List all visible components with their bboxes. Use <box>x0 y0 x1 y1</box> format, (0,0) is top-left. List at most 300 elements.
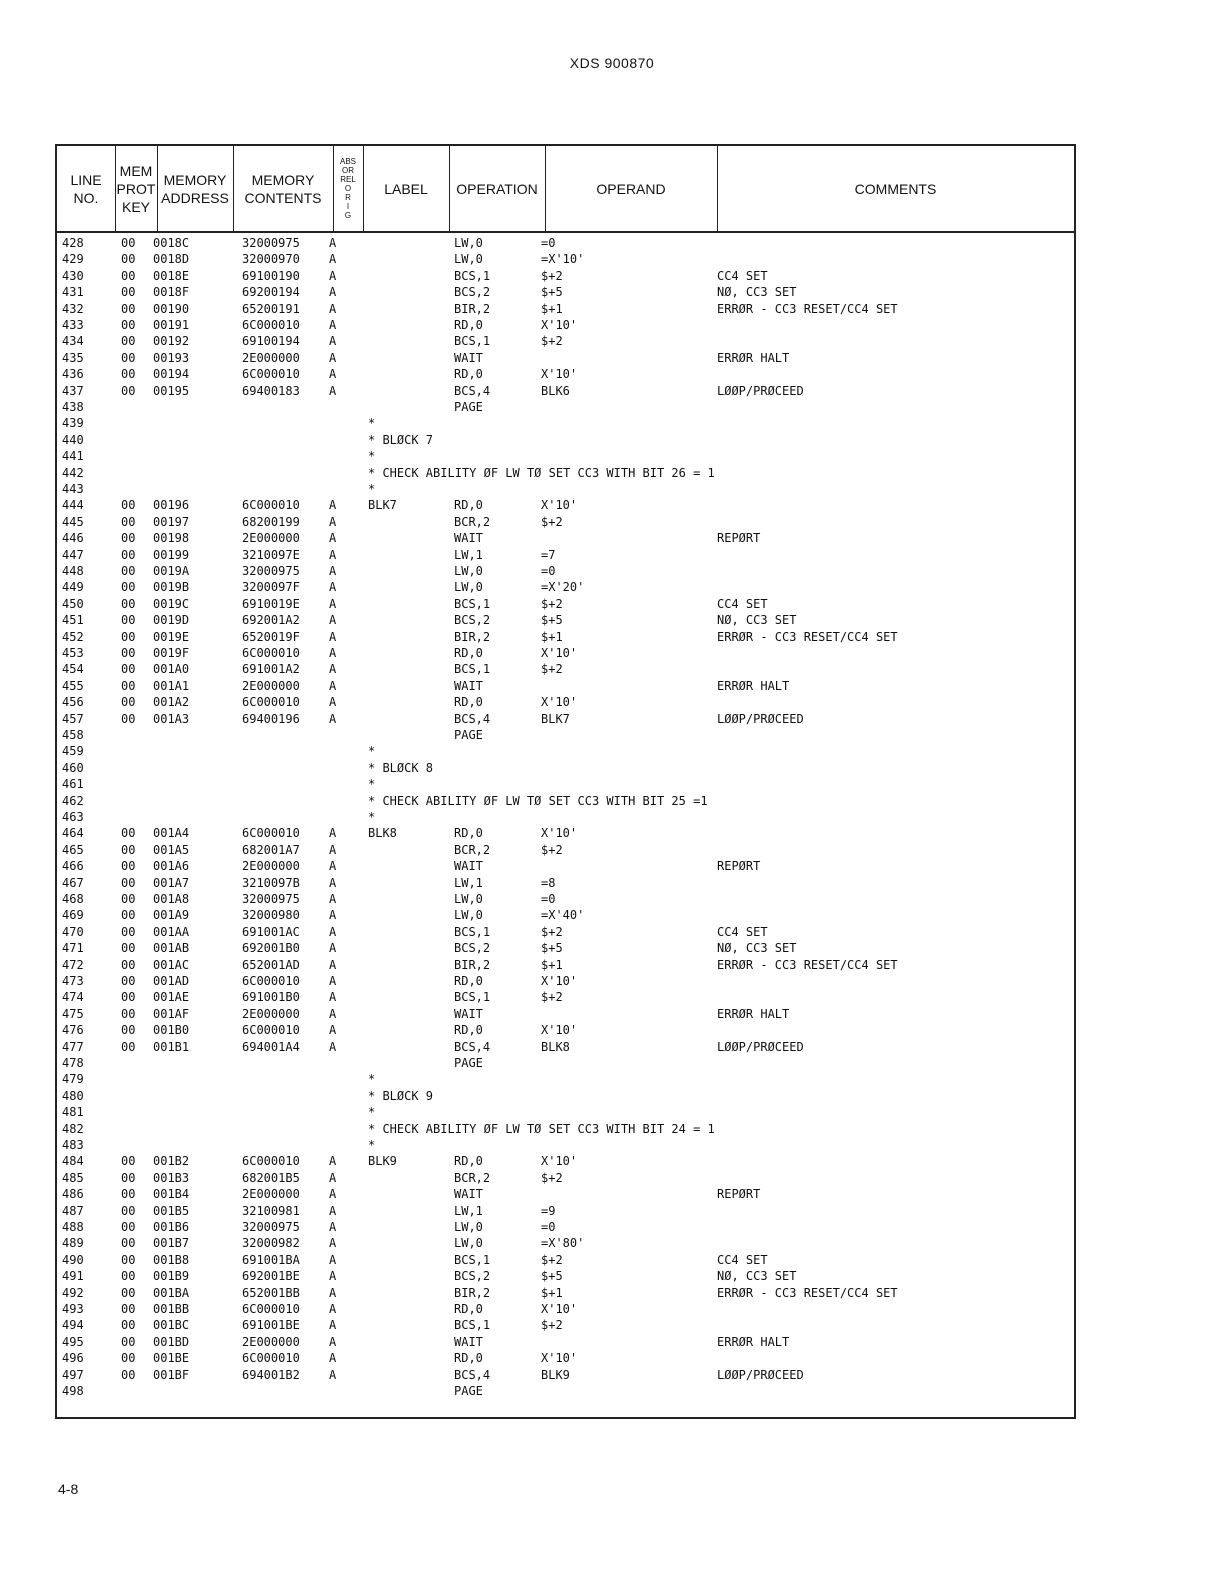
cell-rel: A <box>329 1187 337 1202</box>
cell-op: WAIT <box>454 1006 483 1021</box>
cell-key: 00 <box>121 941 136 956</box>
listing-table <box>55 144 1076 1419</box>
cell-cont: 3210097E <box>242 547 300 562</box>
table-row <box>57 825 1074 841</box>
table-row <box>57 1104 1074 1120</box>
table-row <box>57 366 1074 382</box>
cell-op: PAGE <box>454 1056 483 1070</box>
cell-cont: 69400196 <box>242 711 300 726</box>
cell-addr: 001B4 <box>153 1187 190 1202</box>
cell-opnd: =7 <box>541 547 556 562</box>
cell-key: 00 <box>121 1318 136 1333</box>
cell-op: RD,0 <box>454 498 483 513</box>
cell-label: * <box>368 449 376 464</box>
cell-line: 434 <box>62 334 84 349</box>
cell-opnd: $+2 <box>541 268 563 283</box>
cell-line: 456 <box>62 695 84 710</box>
cell-line: 444 <box>62 498 84 513</box>
table-row <box>57 350 1074 366</box>
cell-comm: NØ, CC3 SET <box>717 613 797 628</box>
col-header-comments: COMMENTS <box>854 180 937 197</box>
cell-cont: 2E000000 <box>242 1006 300 1021</box>
cell-op: WAIT <box>454 859 483 874</box>
cell-comm: ERRØR HALT <box>717 1334 790 1349</box>
cell-line: 455 <box>62 678 84 693</box>
cell-addr: 00195 <box>153 383 190 398</box>
cell-op: RD,0 <box>454 1154 483 1169</box>
cell-opnd: $+1 <box>541 957 563 972</box>
cell-op: BCS,1 <box>454 924 491 939</box>
cell-line: 439 <box>62 416 84 431</box>
cell-label: * <box>368 416 376 431</box>
cell-line: 496 <box>62 1351 84 1366</box>
cell-line: 462 <box>62 793 84 808</box>
cell-key: 00 <box>121 646 136 660</box>
cell-rel: A <box>329 1318 337 1333</box>
cell-line: 480 <box>62 1088 84 1103</box>
cell-op: WAIT <box>454 531 483 546</box>
cell-cont: 691001AC <box>242 924 300 939</box>
cell-addr: 0019B <box>153 580 190 595</box>
cell-line: 488 <box>62 1220 84 1234</box>
page-number: 4-8 <box>58 1481 79 1497</box>
cell-cont: 6520019F <box>242 629 300 644</box>
cell-rel: A <box>329 236 337 250</box>
cell-line: 441 <box>62 449 84 464</box>
cell-line: 493 <box>62 1302 84 1316</box>
column-divider <box>717 146 718 231</box>
cell-label: * <box>368 1072 376 1087</box>
cell-line: 443 <box>62 482 84 496</box>
cell-addr: 001B7 <box>153 1236 190 1251</box>
cell-key: 00 <box>121 1367 136 1382</box>
cell-line: 449 <box>62 580 84 595</box>
cell-opnd: $+2 <box>541 1252 563 1267</box>
cell-key: 00 <box>121 1269 136 1284</box>
cell-line: 466 <box>62 859 84 874</box>
table-row <box>57 530 1074 546</box>
cell-op: RD,0 <box>454 367 483 382</box>
cell-label: * CHECK ABILITY ØF LW TØ SET CC3 WITH BIT 24 = 1 <box>368 1121 715 1136</box>
table-header <box>57 146 1074 233</box>
cell-rel: A <box>329 383 337 398</box>
cell-line: 461 <box>62 777 84 792</box>
cell-line: 436 <box>62 367 84 382</box>
cell-line: 459 <box>62 744 84 759</box>
col-header-line: LINE NO. <box>70 171 102 206</box>
column-divider <box>333 146 334 231</box>
table-row <box>57 858 1074 874</box>
cell-rel: A <box>329 826 337 841</box>
cell-opnd: $+2 <box>541 334 563 349</box>
cell-opnd: $+5 <box>541 941 563 956</box>
table-row <box>57 1186 1074 1202</box>
cell-line: 465 <box>62 842 84 857</box>
cell-line: 447 <box>62 547 84 562</box>
cell-line: 498 <box>62 1384 84 1398</box>
cell-op: BCS,1 <box>454 268 491 283</box>
cell-line: 432 <box>62 301 84 316</box>
cell-key: 00 <box>121 875 136 890</box>
cell-line: 476 <box>62 1023 84 1038</box>
table-row <box>57 1219 1074 1235</box>
cell-line: 484 <box>62 1154 84 1169</box>
cell-key: 00 <box>121 826 136 841</box>
cell-op: BCS,2 <box>454 613 491 628</box>
cell-comm: ERRØR - CC3 RESET/CC4 SET <box>717 301 898 316</box>
table-row <box>57 1153 1074 1169</box>
cell-opnd: =8 <box>541 875 556 890</box>
cell-key: 00 <box>121 974 136 988</box>
table-row <box>57 1367 1074 1383</box>
cell-line: 478 <box>62 1056 84 1070</box>
cell-opnd: =0 <box>541 892 556 906</box>
cell-key: 00 <box>121 990 136 1005</box>
cell-cont: 6C000010 <box>242 1302 300 1316</box>
cell-cont: 69200194 <box>242 285 300 300</box>
cell-label: * BLØCK 9 <box>368 1088 434 1103</box>
cell-op: LW,0 <box>454 892 483 906</box>
col-header-operation: OPERATION <box>456 180 538 197</box>
table-row <box>57 481 1074 497</box>
table-row <box>57 596 1074 612</box>
cell-line: 469 <box>62 908 84 923</box>
cell-cont: 32000975 <box>242 892 300 906</box>
cell-rel: A <box>329 678 337 693</box>
cell-addr: 001AC <box>153 957 190 972</box>
cell-op: RD,0 <box>454 826 483 841</box>
cell-opnd: $+5 <box>541 1269 563 1284</box>
cell-key: 00 <box>121 596 136 611</box>
cell-key: 00 <box>121 350 136 365</box>
cell-comm: REPØRT <box>717 1187 761 1202</box>
cell-comm: REPØRT <box>717 531 761 546</box>
cell-key: 00 <box>121 1006 136 1021</box>
table-row <box>57 333 1074 349</box>
cell-label: * <box>368 777 376 792</box>
table-row <box>57 1055 1074 1071</box>
cell-cont: 691001BA <box>242 1252 300 1267</box>
table-row <box>57 760 1074 776</box>
cell-key: 00 <box>121 1187 136 1202</box>
cell-opnd: $+2 <box>541 842 563 857</box>
cell-line: 487 <box>62 1203 84 1218</box>
table-row <box>57 301 1074 317</box>
cell-addr: 001BF <box>153 1367 190 1382</box>
cell-rel: A <box>329 1334 337 1349</box>
cell-op: LW,0 <box>454 1220 483 1234</box>
cell-opnd: =0 <box>541 564 556 578</box>
cell-addr: 00194 <box>153 367 190 382</box>
cell-cont: 6C000010 <box>242 367 300 382</box>
cell-addr: 00196 <box>153 498 190 513</box>
cell-cont: 692001A2 <box>242 613 300 628</box>
table-row <box>57 645 1074 661</box>
cell-addr: 001B9 <box>153 1269 190 1284</box>
cell-op: BCS,1 <box>454 1318 491 1333</box>
cell-opnd: $+1 <box>541 301 563 316</box>
cell-label: * BLØCK 7 <box>368 432 434 447</box>
cell-key: 00 <box>121 695 136 710</box>
col-header-contents: MEMORY CONTENTS <box>244 171 322 206</box>
cell-opnd: =0 <box>541 236 556 250</box>
cell-rel: A <box>329 318 337 332</box>
cell-key: 00 <box>121 285 136 300</box>
column-divider <box>449 146 450 231</box>
cell-cont: 32000970 <box>242 252 300 267</box>
cell-comm: NØ, CC3 SET <box>717 1269 797 1284</box>
cell-addr: 001AB <box>153 941 190 956</box>
cell-comm: CC4 SET <box>717 268 768 283</box>
cell-cont: 6C000010 <box>242 1351 300 1366</box>
document-id: XDS 900870 <box>569 55 655 71</box>
cell-comm: LØØP/PRØCEED <box>717 1039 804 1054</box>
cell-comm: LØØP/PRØCEED <box>717 1367 804 1382</box>
cell-op: BIR,2 <box>454 957 491 972</box>
column-divider <box>233 146 234 231</box>
table-row <box>57 809 1074 825</box>
cell-line: 468 <box>62 892 84 906</box>
cell-opnd: =X'20' <box>541 580 585 595</box>
table-row <box>57 1334 1074 1350</box>
cell-rel: A <box>329 842 337 857</box>
table-row <box>57 514 1074 530</box>
cell-rel: A <box>329 367 337 382</box>
cell-rel: A <box>329 1252 337 1267</box>
cell-op: BIR,2 <box>454 301 491 316</box>
cell-opnd: BLK8 <box>541 1039 570 1054</box>
table-row <box>57 1039 1074 1055</box>
cell-cont: 32100981 <box>242 1203 300 1218</box>
cell-comm: ERRØR - CC3 RESET/CC4 SET <box>717 957 898 972</box>
cell-label: * <box>368 1105 376 1120</box>
cell-addr: 001A1 <box>153 678 190 693</box>
cell-cont: 682001A7 <box>242 842 300 857</box>
cell-line: 452 <box>62 629 84 644</box>
cell-label: * CHECK ABILITY ØF LW TØ SET CC3 WITH BIT 25 =1 <box>368 793 708 808</box>
cell-rel: A <box>329 547 337 562</box>
cell-rel: A <box>329 564 337 578</box>
cell-op: LW,1 <box>454 875 483 890</box>
cell-key: 00 <box>121 514 136 529</box>
cell-opnd: =0 <box>541 1220 556 1234</box>
cell-opnd: X'10' <box>541 974 578 988</box>
cell-op: BCS,4 <box>454 711 491 726</box>
cell-line: 479 <box>62 1072 84 1087</box>
cell-line: 472 <box>62 957 84 972</box>
cell-cont: 2E000000 <box>242 350 300 365</box>
cell-addr: 001BA <box>153 1285 190 1300</box>
cell-key: 00 <box>121 908 136 923</box>
table-row <box>57 973 1074 989</box>
cell-opnd: BLK6 <box>541 383 570 398</box>
cell-cont: 2E000000 <box>242 678 300 693</box>
cell-key: 00 <box>121 629 136 644</box>
cell-rel: A <box>329 350 337 365</box>
cell-rel: A <box>329 1220 337 1234</box>
table-row <box>57 727 1074 743</box>
cell-op: BCS,4 <box>454 383 491 398</box>
cell-comm: LØØP/PRØCEED <box>717 711 804 726</box>
cell-addr: 00193 <box>153 350 190 365</box>
cell-key: 00 <box>121 1236 136 1251</box>
cell-rel: A <box>329 285 337 300</box>
cell-cont: 2E000000 <box>242 1187 300 1202</box>
col-header-address: MEMORY ADDRESS <box>161 171 229 206</box>
cell-cont: 2E000000 <box>242 1334 300 1349</box>
cell-rel: A <box>329 646 337 660</box>
cell-key: 00 <box>121 1334 136 1349</box>
cell-key: 00 <box>121 662 136 677</box>
cell-key: 00 <box>121 1252 136 1267</box>
cell-addr: 001AF <box>153 1006 190 1021</box>
cell-opnd: X'10' <box>541 1351 578 1366</box>
cell-rel: A <box>329 1023 337 1038</box>
cell-op: LW,1 <box>454 547 483 562</box>
cell-cont: 2E000000 <box>242 859 300 874</box>
table-row <box>57 891 1074 907</box>
table-row <box>57 415 1074 431</box>
cell-addr: 001AA <box>153 924 190 939</box>
cell-comm: CC4 SET <box>717 924 768 939</box>
cell-rel: A <box>329 1170 337 1185</box>
table-row <box>57 989 1074 1005</box>
cell-line: 482 <box>62 1121 84 1136</box>
cell-opnd: BLK7 <box>541 711 570 726</box>
table-row <box>57 1170 1074 1186</box>
cell-cont: 652001BB <box>242 1285 300 1300</box>
cell-op: RD,0 <box>454 318 483 332</box>
cell-cont: 692001BE <box>242 1269 300 1284</box>
cell-rel: A <box>329 941 337 956</box>
cell-cont: 694001A4 <box>242 1039 300 1054</box>
table-row <box>57 1022 1074 1038</box>
cell-key: 00 <box>121 859 136 874</box>
cell-addr: 001A7 <box>153 875 190 890</box>
cell-key: 00 <box>121 1220 136 1234</box>
cell-rel: A <box>329 1302 337 1316</box>
cell-addr: 001A4 <box>153 826 190 841</box>
cell-line: 451 <box>62 613 84 628</box>
cell-line: 435 <box>62 350 84 365</box>
table-row <box>57 743 1074 759</box>
table-row <box>57 399 1074 415</box>
table-row <box>57 448 1074 464</box>
cell-rel: A <box>329 875 337 890</box>
cell-rel: A <box>329 990 337 1005</box>
cell-label: BLK8 <box>368 826 397 841</box>
cell-key: 00 <box>121 318 136 332</box>
cell-line: 497 <box>62 1367 84 1382</box>
cell-op: LW,0 <box>454 564 483 578</box>
col-header-key: MEM PROT KEY <box>116 162 156 215</box>
cell-cont: 32000975 <box>242 1220 300 1234</box>
cell-rel: A <box>329 1367 337 1382</box>
cell-key: 00 <box>121 301 136 316</box>
table-row <box>57 957 1074 973</box>
cell-line: 474 <box>62 990 84 1005</box>
table-row <box>57 1121 1074 1137</box>
cell-op: RD,0 <box>454 695 483 710</box>
cell-line: 491 <box>62 1269 84 1284</box>
cell-addr: 001B0 <box>153 1023 190 1038</box>
table-row <box>57 465 1074 481</box>
cell-comm: REPØRT <box>717 859 761 874</box>
table-row <box>57 235 1074 251</box>
col-header-reloc: ABS OR REL O R I G <box>339 157 356 220</box>
cell-op: BCR,2 <box>454 842 491 857</box>
cell-opnd: X'10' <box>541 1154 578 1169</box>
cell-opnd: =X'10' <box>541 252 585 267</box>
cell-line: 457 <box>62 711 84 726</box>
cell-op: WAIT <box>454 1334 483 1349</box>
column-divider <box>157 146 158 231</box>
cell-addr: 0019D <box>153 613 190 628</box>
table-row <box>57 547 1074 563</box>
cell-cont: 6C000010 <box>242 695 300 710</box>
cell-comm: CC4 SET <box>717 1252 768 1267</box>
cell-opnd: $+1 <box>541 629 563 644</box>
col-header-operand: OPERAND <box>596 180 666 197</box>
cell-comm: LØØP/PRØCEED <box>717 383 804 398</box>
table-row <box>57 284 1074 300</box>
cell-key: 00 <box>121 580 136 595</box>
cell-addr: 0018C <box>153 236 190 250</box>
cell-comm: ERRØR HALT <box>717 350 790 365</box>
cell-op: RD,0 <box>454 1351 483 1366</box>
cell-line: 429 <box>62 252 84 267</box>
cell-opnd: $+5 <box>541 613 563 628</box>
cell-key: 00 <box>121 1023 136 1038</box>
column-divider <box>545 146 546 231</box>
cell-op: BCS,1 <box>454 334 491 349</box>
cell-comm: NØ, CC3 SET <box>717 941 797 956</box>
cell-cont: 6C000010 <box>242 1023 300 1038</box>
cell-cont: 6C000010 <box>242 974 300 988</box>
cell-line: 490 <box>62 1252 84 1267</box>
cell-key: 00 <box>121 236 136 250</box>
cell-line: 454 <box>62 662 84 677</box>
cell-addr: 001AE <box>153 990 190 1005</box>
cell-key: 00 <box>121 1203 136 1218</box>
table-row <box>57 907 1074 923</box>
cell-cont: 691001A2 <box>242 662 300 677</box>
cell-addr: 001BE <box>153 1351 190 1366</box>
cell-addr: 001BD <box>153 1334 190 1349</box>
cell-op: BCS,1 <box>454 662 491 677</box>
cell-op: BIR,2 <box>454 1285 491 1300</box>
cell-addr: 001A9 <box>153 908 190 923</box>
cell-addr: 00197 <box>153 514 190 529</box>
cell-key: 00 <box>121 547 136 562</box>
cell-addr: 0019A <box>153 564 190 578</box>
cell-cont: 6910019E <box>242 596 300 611</box>
cell-rel: A <box>329 859 337 874</box>
cell-opnd: X'10' <box>541 1023 578 1038</box>
cell-line: 460 <box>62 760 84 775</box>
table-row <box>57 579 1074 595</box>
cell-key: 00 <box>121 334 136 349</box>
cell-line: 438 <box>62 400 84 414</box>
table-row <box>57 1235 1074 1251</box>
cell-label: * CHECK ABILITY ØF LW TØ SET CC3 WITH BIT 26 = 1 <box>368 465 715 480</box>
cell-rel: A <box>329 514 337 529</box>
table-row <box>57 1137 1074 1153</box>
cell-cont: 6C000010 <box>242 826 300 841</box>
cell-opnd: X'10' <box>541 826 578 841</box>
cell-rel: A <box>329 531 337 546</box>
cell-opnd: $+2 <box>541 514 563 529</box>
